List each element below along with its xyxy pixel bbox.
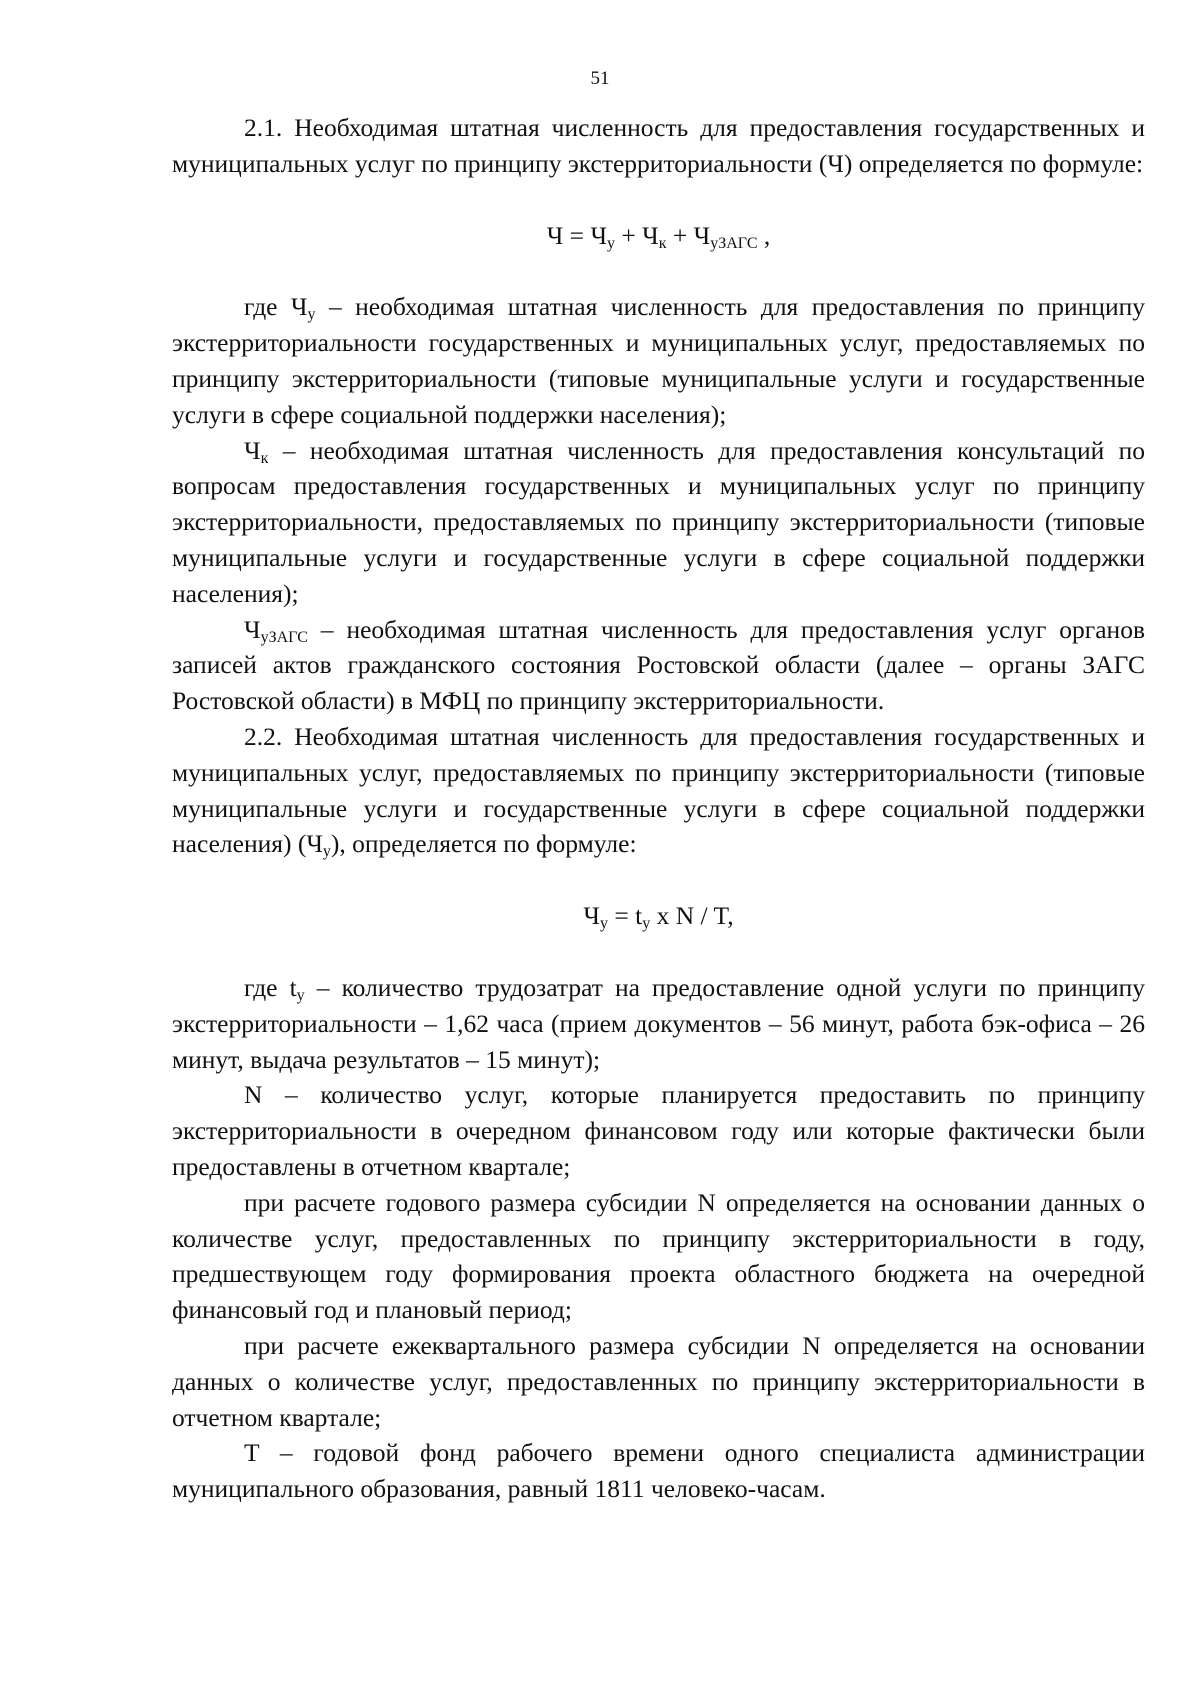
formula-lhs: Ч = Ч <box>546 220 608 250</box>
definition-text: – необходимая штатная численность для предоставления по принципу экстерриториальности государственных и муниципальных услуг, предоставляемых по принципу экстерриториальности (типовые муниципальные услуги и государственные услуги в сфере социальной поддержки населения); <box>172 292 1145 429</box>
definition-subscript: уЗАГС <box>260 628 308 646</box>
intro-text-b: ), определяется по формуле: <box>330 829 637 859</box>
document-body <box>172 110 1145 1507</box>
definition-prefix: Ч <box>244 435 261 465</box>
formula-rest: х N / T, <box>650 901 734 931</box>
definition-text: – количество трудозатрат на предоставление одной услуги по принципу экстерриториальности – 1,62 часа (прием документов – 56 минут, работа бэк-офиса – 26 минут, выдача результатов – 15 минут); <box>172 972 1145 1074</box>
intro-subscript: у <box>322 843 331 861</box>
formula-chu <box>172 862 1145 970</box>
definition-chu <box>172 289 1145 432</box>
formula-mid: = t <box>608 901 643 931</box>
definition-subscript: у <box>307 306 316 324</box>
intro-text-a: 2.2. Необходимая штатная численность для предоставления государственных и муниципальных услуг, предоставляемых по принципу экстерриториальности (типовые муниципальные услуги и государственные услуги в сфере социальной поддержки населения) (Ч <box>172 721 1145 859</box>
definition-subscript: к <box>260 449 269 467</box>
definition-prefix: где Ч <box>244 292 308 322</box>
paragraph-n-annual: при расчете годового размера субсидии N определяется на основании данных о количестве услуг, предоставленных по принципу экстерриториальности в году, предшествующем году формирования проекта областного бюджета на очередной финансовый год и плановый период; <box>172 1187 1145 1325</box>
paragraph-2-2-intro <box>172 719 1145 862</box>
definition-chk <box>172 433 1145 612</box>
formula-total-staff <box>172 182 1145 290</box>
formula-lhs: Ч <box>583 901 600 931</box>
definition-tu <box>172 970 1145 1077</box>
formula-plus-1: + Ч <box>615 220 659 250</box>
paragraph-n-quarterly: при расчете ежеквартального размера субсидии N определяется на основании данных о количестве услуг, предоставленных по принципу экстерриториальности в отчетном квартале; <box>172 1330 1145 1432</box>
definition-text: – необходимая штатная численность для предоставления консультаций по вопросам предоставления государственных и муниципальных услуг по принципу экстерриториальности, предоставляемых по принципу экстерриториальности (типовые муниципальные услуги и государственные услуги в сфере социальной поддержки населения); <box>172 435 1145 608</box>
definition-prefix: Ч <box>244 614 261 644</box>
formula-subscript-u: у <box>607 234 616 252</box>
definition-n: N – количество услуг, которые планируется предоставить по принципу экстерриториальности в очередном финансовом году или которые фактически были предоставлены в отчетном квартале; <box>172 1080 1145 1181</box>
paragraph-2-1-intro: 2.1. Необходимая штатная численность для предоставления государственных и муниципальных услуг по принципу экстерриториальности (Ч) определяется по формуле: <box>172 113 1145 178</box>
definition-chzags <box>172 612 1145 719</box>
definition-subscript: у <box>296 986 305 1004</box>
formula-subscript-zags: уЗАГС <box>710 234 758 252</box>
formula-end: , <box>757 220 771 250</box>
formula-subscript-u: у <box>600 915 608 933</box>
definition-text: – необходимая штатная численность для предоставления услуг органов записей актов гражданского состояния Ростовской области (далее – органы ЗАГС Ростовской области) в МФЦ по принципу экстерриториальности. <box>172 614 1145 716</box>
formula-subscript-t: у <box>642 915 651 933</box>
definition-prefix: где t <box>244 972 297 1002</box>
page-number: 51 <box>590 68 610 89</box>
definition-t: T – годовой фонд рабочего времени одного специалиста администрации муниципального образования, равный 1811 человеко-часам. <box>172 1438 1145 1504</box>
formula-subscript-k: к <box>658 234 667 252</box>
formula-plus-2: + Ч <box>666 220 711 250</box>
